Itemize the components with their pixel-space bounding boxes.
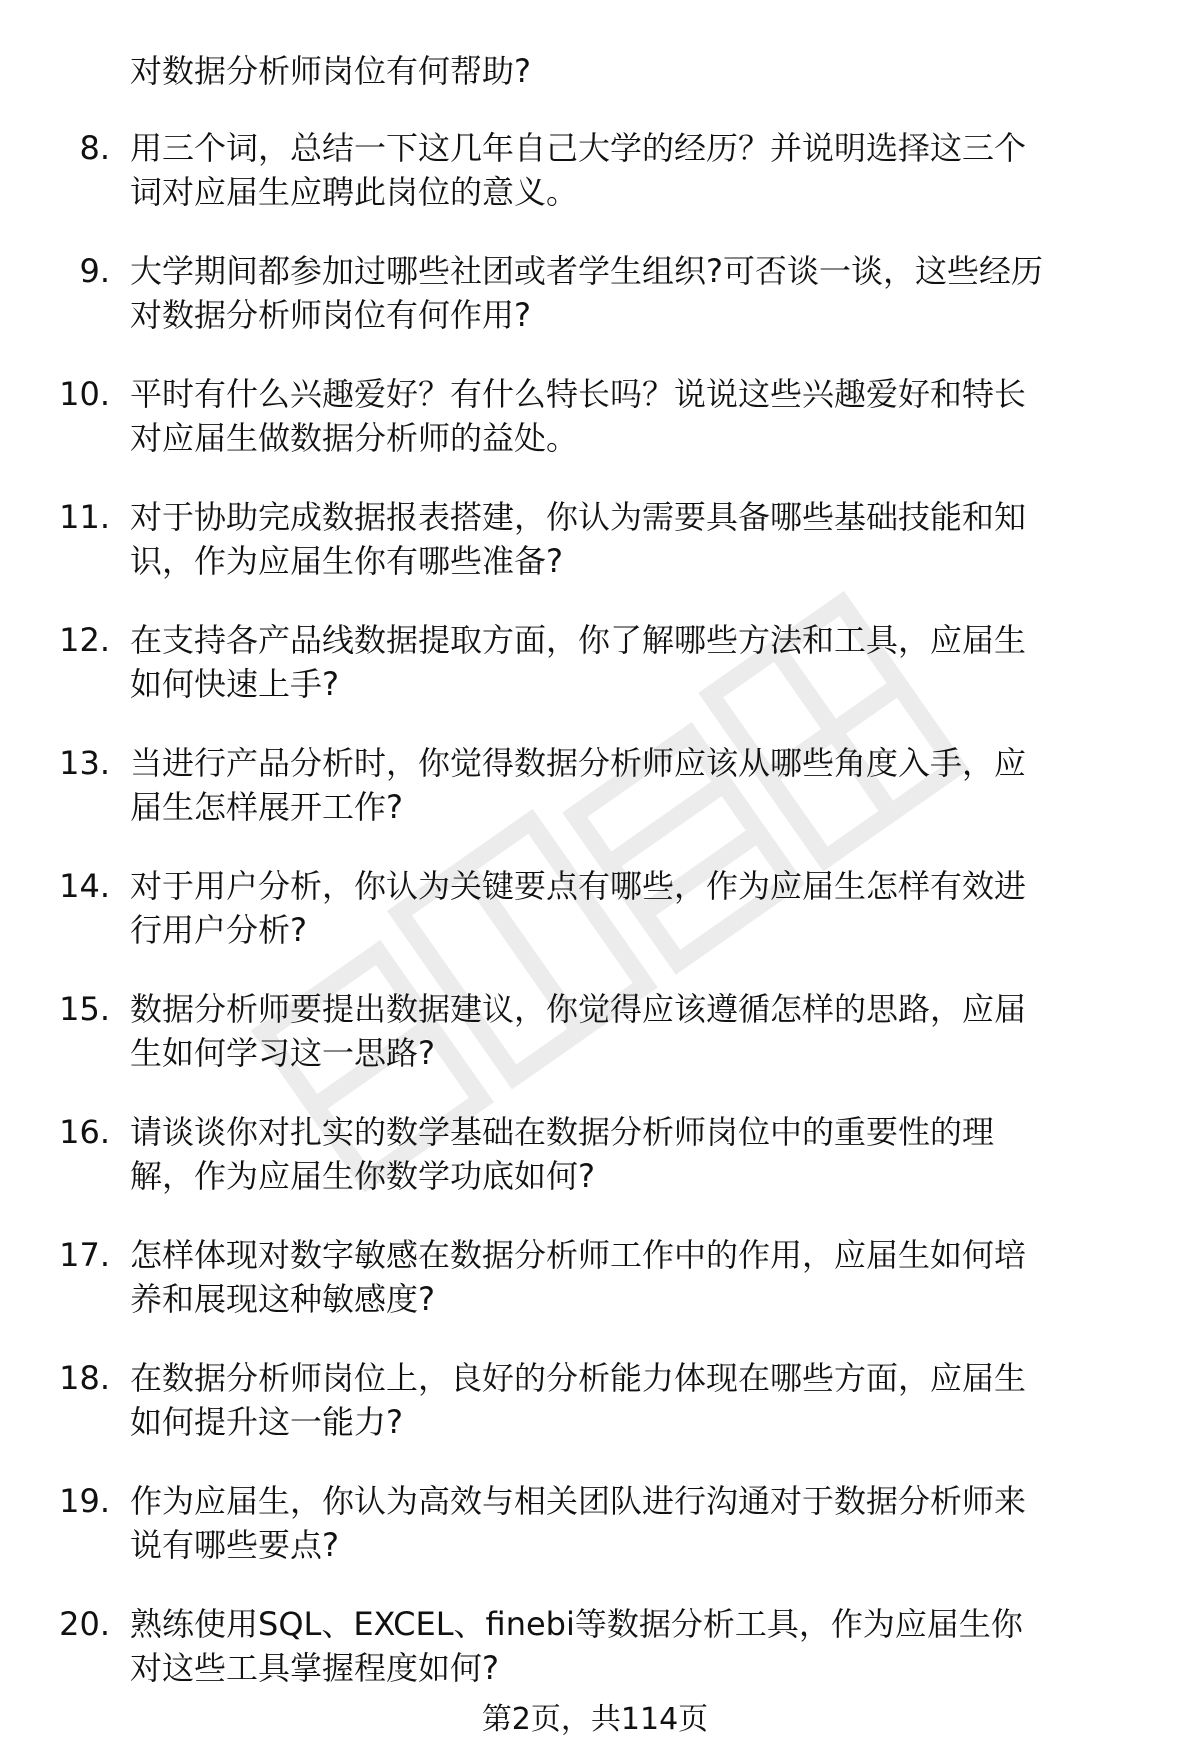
question-list [0, 126, 1190, 1725]
question-item [0, 495, 1190, 618]
question-number: 18. [59, 1359, 110, 1397]
question-text: 熟练使用SQL、EXCEL、finebi等数据分析工具，作为应届生你 对这些工具掌握程度如何? [130, 1605, 1023, 1687]
question-item [0, 1110, 1190, 1233]
continuation-text: 对数据分析师岗位有何帮助? [130, 52, 531, 90]
question-number: 13. [59, 744, 110, 782]
question-text: 数据分析师要提出数据建议，你觉得应该遵循怎样的思路，应届 生如何学习这一思路? [130, 990, 1027, 1072]
question-item [0, 864, 1190, 987]
question-number: 19. [59, 1482, 110, 1520]
page-number-label: 第2页，共114页 [481, 1702, 709, 1737]
page-footer [0, 1700, 1190, 1740]
question-item [0, 249, 1190, 372]
question-number: 20. [59, 1605, 110, 1643]
question-text: 用三个词，总结一下这几年自己大学的经历？并说明选择这三个 词对应届生应聘此岗位的意义。 [130, 129, 1027, 211]
question-text: 对于协助完成数据报表搭建，你认为需要具备哪些基础技能和知 识，作为应届生你有哪些准备? [130, 498, 1027, 580]
question-number: 12. [59, 621, 110, 659]
question-text: 平时有什么兴趣爱好？有什么特长吗？说说这些兴趣爱好和特长 对应届生做数据分析师的益处。 [130, 375, 1027, 457]
question-text: 怎样体现对数字敏感在数据分析师工作中的作用，应届生如何培 养和展现这种敏感度? [130, 1236, 1027, 1318]
question-item [0, 126, 1190, 249]
question-number: 15. [59, 990, 110, 1028]
question-number: 17. [59, 1236, 110, 1274]
question-text: 对于用户分析，你认为关键要点有哪些，作为应届生怎样有效进 行用户分析? [130, 867, 1027, 949]
question-item [0, 1356, 1190, 1479]
question-text: 在数据分析师岗位上，良好的分析能力体现在哪些方面，应届生 如何提升这一能力? [130, 1359, 1027, 1441]
question-text: 当进行产品分析时，你觉得数据分析师应该从哪些角度入手，应 届生怎样展开工作? [130, 744, 1027, 826]
question-number: 11. [59, 498, 110, 536]
question-item [0, 1233, 1190, 1356]
question-number: 8. [79, 129, 110, 167]
question-item [0, 741, 1190, 864]
question-text: 大学期间都参加过哪些社团或者学生组织?可否谈一谈，这些经历 对数据分析师岗位有何作用? [130, 252, 1043, 334]
question-text: 在支持各产品线数据提取方面，你了解哪些方法和工具，应届生 如何快速上手? [130, 621, 1027, 703]
question-text: 作为应届生，你认为高效与相关团队进行沟通对于数据分析师来 说有哪些要点? [130, 1482, 1027, 1564]
question-number: 16. [59, 1113, 110, 1151]
question-item [0, 618, 1190, 741]
question-item [0, 372, 1190, 495]
question-number: 10. [59, 375, 110, 413]
question-item [0, 1479, 1190, 1602]
question-number: 9. [79, 252, 110, 290]
question-number: 14. [59, 867, 110, 905]
question-text: 请谈谈你对扎实的数学基础在数据分析师岗位中的重要性的理 解，作为应届生你数学功底如何? [130, 1113, 995, 1195]
question-item [0, 987, 1190, 1110]
